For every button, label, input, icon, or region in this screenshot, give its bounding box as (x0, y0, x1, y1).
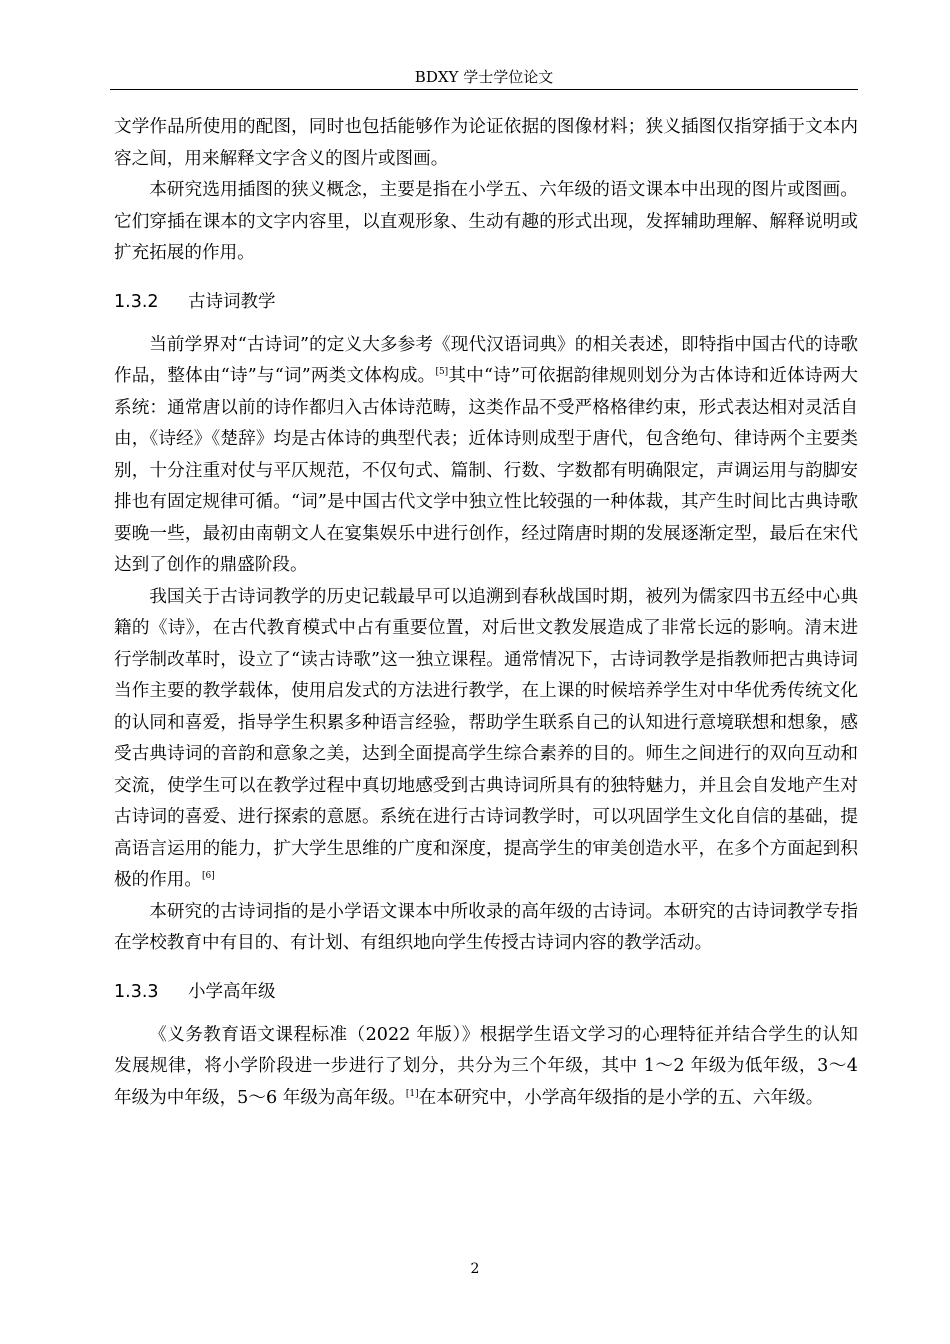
paragraph-text: 在本研究中，小学高年级指的是小学的五、六年级。 (418, 1087, 824, 1108)
paragraph-text: 当前学界对“古诗词”的定义大多参考《现代汉语词典》的相关表述，即特指中国古代的诗歌作品，整体由“诗”与“词”两类文体构成。 (114, 334, 858, 386)
paragraph-upper-grades (114, 1020, 858, 1115)
section-title: 古诗词教学 (188, 291, 276, 312)
section-number: 1.3.2 (114, 291, 159, 312)
page-body (114, 112, 858, 1114)
header-rule (110, 89, 858, 90)
section-heading-1-3-2 (114, 288, 858, 316)
paragraph-poetry-definition (114, 330, 858, 582)
paragraph-illustration-narrow: 本研究选用插图的狭义概念，主要是指在小学五、六年级的语文课本中出现的图片或图画。它们穿插在课本的文字内容里，以直观形象、生动有趣的形式出现，发挥辅助理解、解释说明或扩充拓展的作用。 (114, 180, 858, 263)
citation-ref: [6] (201, 871, 215, 881)
section-heading-1-3-3 (114, 978, 858, 1006)
citation-ref: [5] (435, 367, 449, 377)
paragraph-poetry-scope: 本研究的古诗词指的是小学语文课本中所收录的高年级的古诗词。本研究的古诗词教学专指在学校教育中有目的、有计划、有组织地向学生传授古诗词内容的教学活动。 (114, 901, 858, 953)
paragraph-text: 《义务教育语文课程标准（2022 年版）》根据学生语文学习的心理特征并结合学生的认知发展规律，将小学阶段进一步进行了划分，共分为三个年级，其中 1～2 年级为低年级，3～4 年级为中年级，5～6 年级为高年级。 (114, 1024, 858, 1108)
paragraph-illustration-broad: 文学作品所使用的配图，同时也包括能够作为论证依据的图像材料；狭义插图仅指穿插于文本内容之间，用来解释文字含义的图片或图画。 (114, 117, 858, 169)
paragraph-text: 我国关于古诗词教学的历史记载最早可以追溯到春秋战国时期，被列为儒家四书五经中心典籍的《诗》，在古代教育模式中占有重要位置，对后世文教发展造成了非常长远的影响。清末进行学制改革时，设立了“读古诗歌”这一独立课程。通常情况下，古诗词教学是指教师把古典诗词当作主要的教学载体，使用启发式的方法进行教学，在上课的时候培养学生对中华优秀传统文化的认同和喜爱，指导学生积累多种语言经验，帮助学生联系自己的认知进行意境联想和想象，感受古典诗词的音韵和意象之美，达到全面提高学生综合素养的目的。师生之间进行的双向互动和交流，使学生可以在教学过程中真切地感受到古典诗词所具有的独特魅力，并且会自发地产生对古诗词的喜爱、进行探索的意愿。系统在进行古诗词教学时，可以巩固学生文化自信的基础，提高语言运用的能力，扩大学生思维的广度和深度，提高学生的审美创造水平，在多个方面起到积极的作用。 (114, 586, 858, 890)
running-header: BDXY 学士学位论文 (414, 68, 554, 86)
section-number: 1.3.3 (114, 981, 159, 1002)
paragraph-poetry-teaching-history (114, 582, 858, 897)
paragraph-text: 其中“诗”可依据韵律规则划分为古体诗和近体诗两大系统：通常唐以前的诗作都归入古体诗范畴，这类作品不受严格格律约束，形式表达相对灵活自由，《诗经》《楚辞》均是古体诗的典型代表；近体诗则成型于唐代，包含绝句、律诗两个主要类别，十分注重对仗与平仄规范，不仅句式、篇制、行数、字数都有明确限定，声调运用与韵脚安排也有固定规律可循。“词”是中国古代文学中独立性比较强的一种体裁，其产生时间比古典诗歌要晚一些，最初由南朝文人在宴集娱乐中进行创作，经过隋唐时期的发展逐渐定型，最后在宋代达到了创作的鼎盛阶段。 (114, 366, 858, 575)
section-title: 小学高年级 (188, 981, 276, 1002)
citation-ref: [1] (405, 1088, 419, 1099)
page-number: 2 (470, 1261, 480, 1277)
